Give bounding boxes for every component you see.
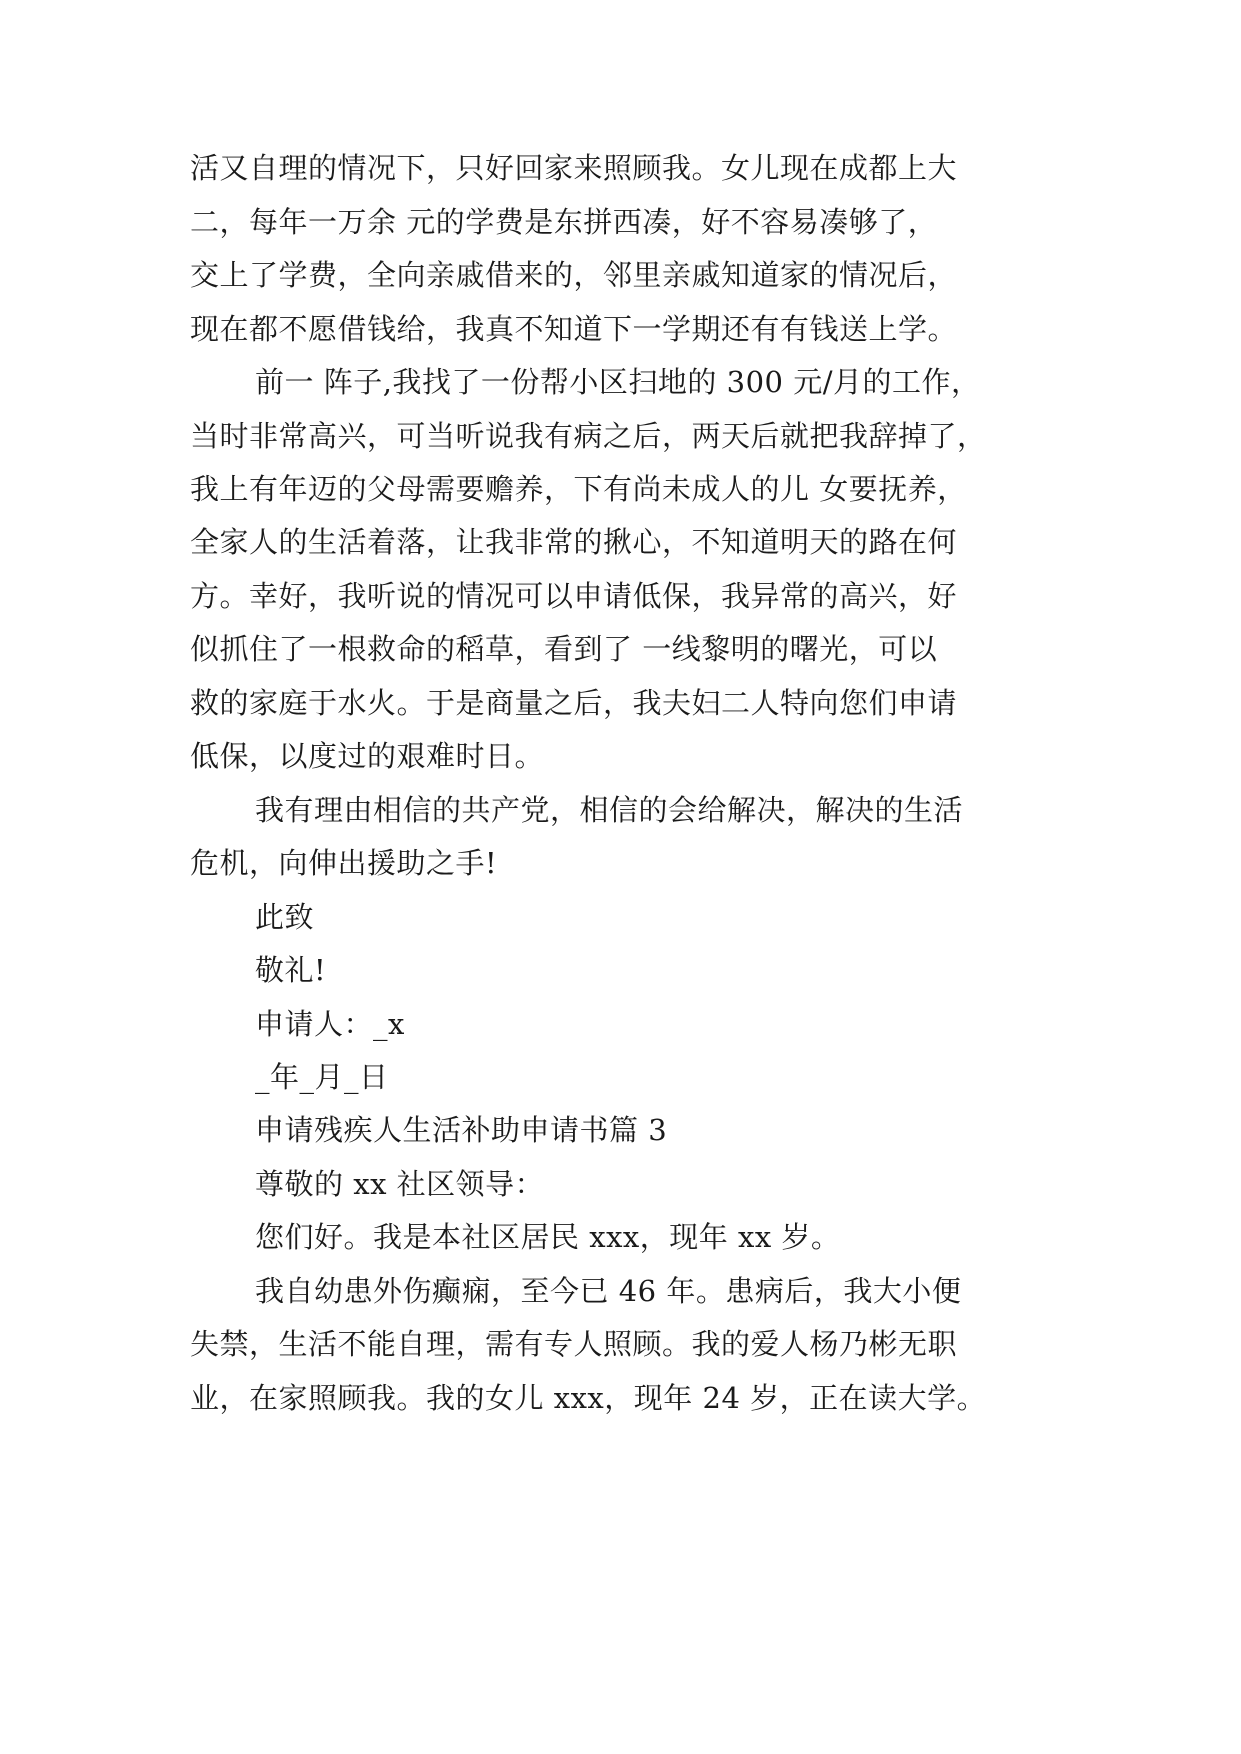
text-line: 似抓住了一根救命的稻草，看到了 一线黎明的曙光，可以 [190,632,938,666]
text-line: 二，每年一万余 元的学费是东拼西凑，好不容易凑够了， [190,205,938,239]
date-line: _年_月_日 [255,1060,389,1094]
text-line: 方。幸好，我听说的情况可以申请低保，我异常的高兴，好 [190,579,958,613]
text-line: 前一 阵子,我找了一份帮小区扫地的 300 元/月的工作， [255,365,981,399]
text-line: 低保，以度过的艰难时日。 [190,739,545,773]
salutation-line: 敬礼! [255,953,327,987]
greeting-line: 尊敬的 xx 社区领导： [255,1167,545,1201]
text-line: 救的家庭于水火。于是商量之后，我夫妇二人特向您们申请 [190,686,958,720]
text-line: 活又自理的情况下，只好回家来照顾我。女儿现在成都上大 [190,151,958,185]
text-line: 我自幼患外伤癫痫，至今已 46 年。患病后，我大小便 [255,1274,962,1308]
text-line: 我有理由相信的共产党，相信的会给解决，解决的生活 [255,793,964,827]
text-line: 交上了学费，全向亲戚借来的，邻里亲戚知道家的情况后， [190,258,958,292]
section-title: 申请残疾人生活补助申请书篇 3 [255,1113,668,1147]
text-line: 危机，向伸出援助之手! [190,846,498,880]
applicant-line: 申请人：_x [255,1007,405,1041]
text-line: 当时非常高兴，可当听说我有病之后，两天后就把我辞掉了， [190,419,987,453]
text-line: 全家人的生活着落，让我非常的揪心，不知道明天的路在何 [190,525,958,559]
text-line: 现在都不愿借钱给，我真不知道下一学期还有有钱送上学。 [190,312,958,346]
text-line: 业，在家照顾我。我的女儿 xxx，现年 24 岁，正在读大学。 [190,1381,987,1415]
salutation-line: 此致 [255,900,315,934]
text-line: 您们好。我是本社区居民 xxx，现年 xx 岁。 [255,1220,841,1254]
text-line: 我上有年迈的父母需要赡养，下有尚未成人的儿 女要抚养， [190,472,967,506]
text-line: 失禁，生活不能自理，需有专人照顾。我的爱人杨乃彬无职 [190,1327,958,1361]
